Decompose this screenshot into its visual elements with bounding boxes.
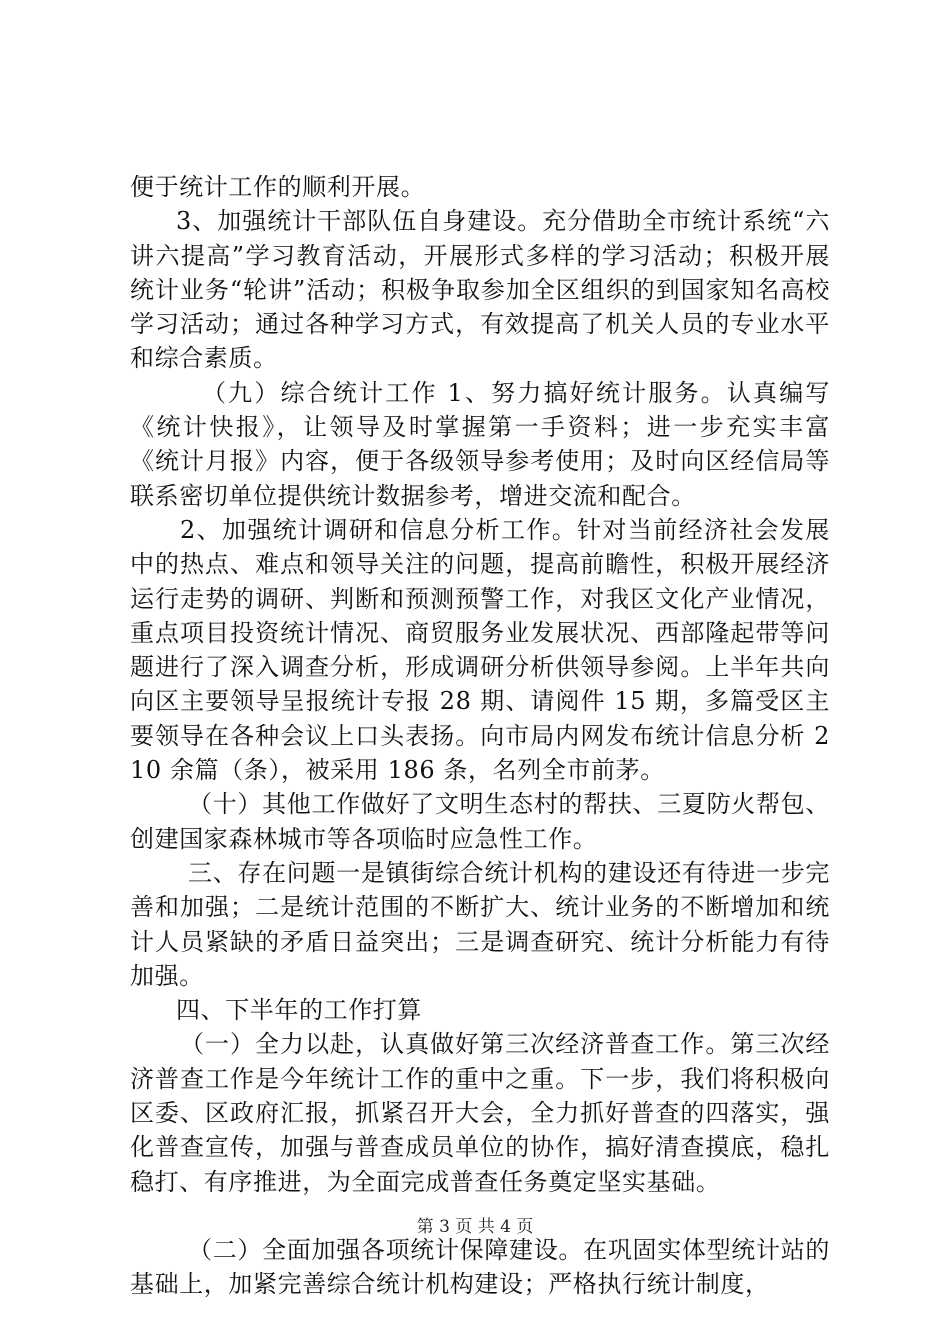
paragraph-other-work: （十）其他工作做好了文明生态村的帮扶、三夏防火帮包、创建国家森林城市等各项临时应急性工作。: [130, 790, 830, 853]
paragraph-problems: 三、存在问题一是镇街综合统计机构的建设还有待进一步完善和加强；二是统计范围的不断扩大、统计业务的不断增加和统计人员紧缺的矛盾日益突出；三是调查研究、统计分析能力有待加强。: [130, 858, 830, 990]
paragraph-comprehensive-stats: （九）综合统计工作 1、努力搞好统计服务。认真编写《统计快报》，让领导及时掌握第一手资料；进一步充实丰富《统计月报》内容，便于各级领导参考使用；及时向区经信局等联系密切单位提供统计数据参考，增进交流和配合。: [130, 378, 830, 510]
paragraph-safeguards: （二）全面加强各项统计保障建设。在巩固实体型统计站的基础上，加紧完善综合统计机构建设；严格执行统计制度，: [130, 1235, 830, 1299]
page-number-footer: 第 3 页 共 4 页: [416, 1217, 534, 1237]
paragraph-staff-building: 3、加强统计干部队伍自身建设。充分借助全市统计系统“六讲六提高”学习教育活动，开展形式多样的学习活动；积极开展统计业务“轮讲”活动；积极争取参加全区组织的到国家知名高校学习活动；通过各种学习方式，有效提高了机关人员的专业水平和综合素质。: [130, 207, 830, 373]
paragraph-continuation: 便于统计工作的顺利开展。: [130, 173, 426, 201]
paragraph-research-analysis: 2、加强统计调研和信息分析工作。针对当前经济社会发展中的热点、难点和领导关注的问题，提高前瞻性，积极开展经济运行走势的调研、判断和预测预警工作，对我区文化产业情况，重点项目投资统计情况、商贸服务业发展状况、西部隆起带等问题进行了深入调查分析，形成调研分析供领导参阅。上半年共向向区主要领导呈报统计专报 28 期、请阅件 15 期，多篇受区主要领导在各种会议上口头表扬。向市局内网发布统计信息分析 210 余篇（条），被采用 186 条，名列全市前茅。: [130, 515, 830, 785]
paragraph-census: （一）全力以赴，认真做好第三次经济普查工作。第三次经济普查工作是今年统计工作的重中之重。下一步，我们将积极向区委、区政府汇报，抓紧召开大会，全力抓好普查的四落实，强化普查宣传，加强与普查成员单位的协作，搞好清查摸底，稳扎稳打、有序推进，为全面完成普查任务奠定坚实基础。: [130, 1030, 830, 1196]
section-heading-plans: 四、下半年的工作打算: [176, 996, 422, 1025]
document-body: [130, 170, 830, 1302]
